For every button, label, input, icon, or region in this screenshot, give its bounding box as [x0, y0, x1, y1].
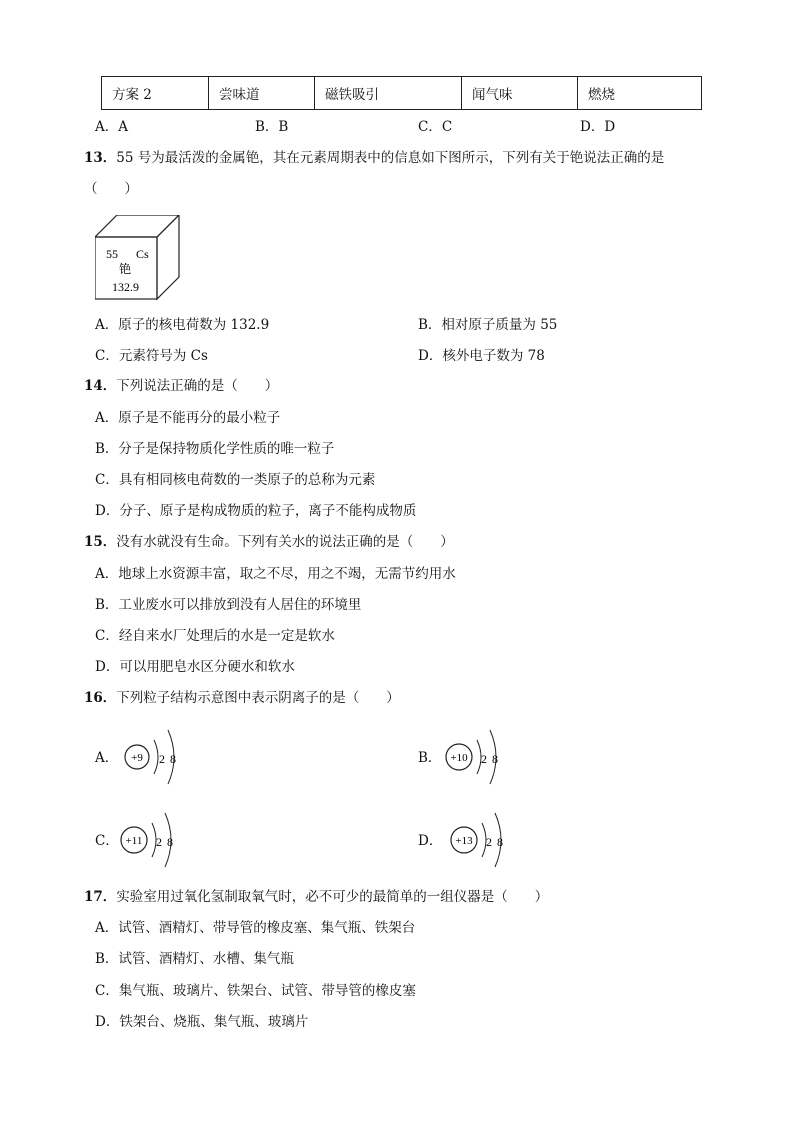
nucleus-charge: +9	[131, 752, 143, 764]
option-c[interactable]: C．元素符号为 Cs	[95, 348, 208, 364]
option-c[interactable]: C．具有相同核电荷数的一类原子的总称为元素	[95, 472, 376, 488]
question-text: 下列粒子结构示意图中表示阴离子的是（ ）	[116, 690, 400, 706]
option-a[interactable]: A．地球上水资源丰富，取之不尽，用之不竭，无需节约用水	[95, 566, 456, 582]
option-d[interactable]: D．可以用肥皂水区分硬水和软水	[95, 659, 295, 675]
option-a[interactable]: A．原子是不能再分的最小粒子	[95, 410, 281, 426]
question-14	[84, 377, 278, 395]
atom-diagram-c[interactable]	[118, 805, 188, 877]
question-text: 实验室用过氧化氢制取氧气时，必不可少的最简单的一组仪器是（ ）	[116, 889, 549, 905]
option-a[interactable]: A．	[95, 750, 119, 766]
table-row	[102, 77, 702, 110]
shell-electrons: 8	[497, 835, 503, 849]
option-d[interactable]: D．D	[580, 119, 616, 135]
question-number: 13．	[84, 150, 117, 166]
shell-electrons: 8	[492, 752, 498, 766]
answer-paren: （ ）	[84, 181, 138, 197]
option-c[interactable]: C．经自来水厂处理后的水是一定是软水	[95, 628, 335, 644]
question-13	[84, 149, 664, 167]
shell-electrons: 8	[167, 835, 173, 849]
shell-electrons: 2	[159, 752, 165, 766]
table-cell: 磁铁吸引	[315, 77, 462, 110]
shell-electrons: 2	[481, 752, 487, 766]
question-number: 17．	[84, 889, 117, 905]
option-a[interactable]: A．原子的核电荷数为 132.9	[95, 317, 270, 333]
atom-diagram-a[interactable]	[122, 722, 192, 794]
option-b[interactable]: B．B	[255, 119, 289, 135]
element-name: 铯	[119, 262, 132, 276]
option-c[interactable]: C．	[95, 833, 119, 849]
atomic-number: 55	[106, 247, 118, 261]
option-d[interactable]: D．核外电子数为 78	[418, 348, 545, 364]
atomic-mass: 132.9	[112, 280, 139, 294]
question-number: 15．	[84, 534, 117, 550]
question-number: 14．	[84, 378, 117, 394]
question-text: 55 号为最活泼的金属铯，其在元素周期表中的信息如下图所示，下列有关于铯说法正确的是	[116, 150, 665, 166]
option-b[interactable]: B．分子是保持物质化学性质的唯一粒子	[95, 441, 335, 457]
option-d[interactable]: D．分子、原子是构成物质的粒子，离子不能构成物质	[95, 503, 417, 519]
shell-electrons: 2	[486, 835, 492, 849]
table-cell: 方案 2	[102, 77, 209, 110]
nucleus-charge: +11	[125, 835, 143, 847]
element-symbol: Cs	[136, 247, 149, 261]
question-text: 没有水就没有生命。下列有关水的说法正确的是（ ）	[116, 534, 454, 550]
question-text: 下列说法正确的是（ ）	[116, 378, 279, 394]
element-cube-icon	[95, 215, 185, 305]
option-b[interactable]: B．	[418, 750, 442, 766]
table-cell: 燃烧	[578, 77, 702, 110]
option-c[interactable]: C．C	[418, 119, 453, 135]
method-table	[101, 76, 702, 110]
question-15	[84, 533, 454, 551]
question-number: 16．	[84, 690, 117, 706]
nucleus-charge: +13	[455, 835, 473, 847]
shell-electrons: 2	[156, 835, 162, 849]
table-cell: 尝味道	[209, 77, 315, 110]
option-c[interactable]: C．集气瓶、玻璃片、铁架台、试管、带导管的橡皮塞	[95, 983, 416, 999]
table-cell: 闻气味	[462, 77, 578, 110]
option-a[interactable]: A．试管、酒精灯、带导管的橡皮塞、集气瓶、铁架台	[95, 920, 416, 936]
question-17	[84, 888, 548, 906]
option-b[interactable]: B．试管、酒精灯、水槽、集气瓶	[95, 951, 294, 967]
atom-diagram-d[interactable]	[448, 805, 518, 877]
option-b[interactable]: B．工业废水可以排放到没有人居住的环境里	[95, 597, 362, 613]
nucleus-charge: +10	[450, 752, 468, 764]
atom-diagram-b[interactable]	[444, 722, 514, 794]
option-d[interactable]: D．铁架台、烧瓶、集气瓶、玻璃片	[95, 1014, 309, 1030]
question-16	[84, 689, 400, 707]
shell-electrons: 8	[170, 752, 176, 766]
option-b[interactable]: B．相对原子质量为 55	[418, 317, 558, 333]
option-a[interactable]: A．A	[95, 119, 128, 135]
element-cell	[95, 215, 185, 309]
option-d[interactable]: D．	[418, 833, 443, 849]
